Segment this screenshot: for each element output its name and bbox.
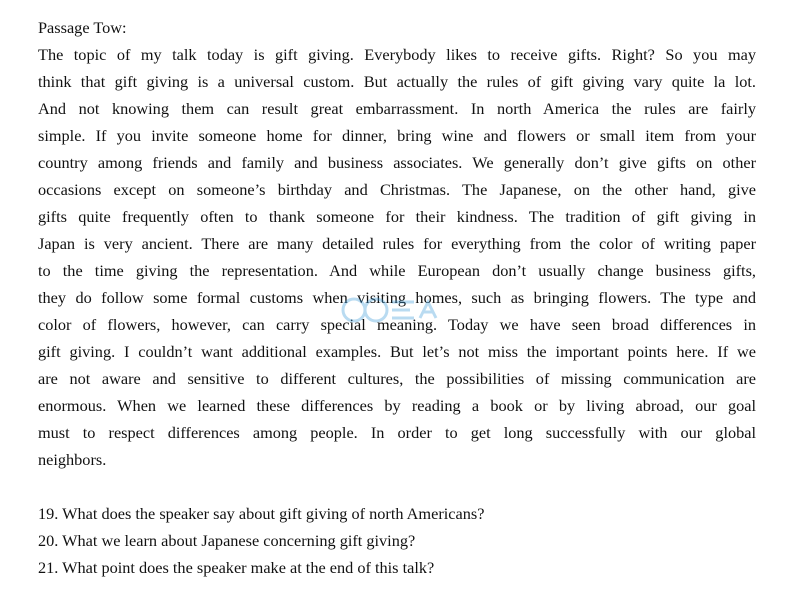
paragraph-line: gifts quite frequently often to thank someone for their kindness. The tradition of gift giving in [38, 207, 756, 226]
paragraph-line: neighbors. [38, 450, 107, 469]
question-item: 20. What we learn about Japanese concerning gift giving? [38, 531, 416, 550]
question-list [38, 500, 756, 581]
question-item: 19. What does the speaker say about gift giving of north Americans? [38, 504, 485, 523]
question-item: 21. What point does the speaker make at the end of this talk? [38, 558, 435, 577]
paragraph-line: must to respect differences among people. In order to get long successfully with our global [38, 423, 756, 442]
paragraph-line: to the time giving the representation. And while European don’t usually change business gifts, [38, 261, 756, 280]
paragraph-line: simple. If you invite someone home for dinner, bring wine and flowers or small item from your [38, 126, 756, 145]
paragraph-line: color of flowers, however, can carry special meaning. Today we have seen broad differences in [38, 315, 756, 334]
paragraph-line: gift giving. I couldn’t want additional examples. But let’s not miss the important points here. If we [38, 342, 756, 361]
paragraph-line: occasions except on someone’s birthday and Christmas. The Japanese, on the other hand, give [38, 180, 756, 199]
paragraph-line: think that gift giving is a universal custom. But actually the rules of gift giving vary quite la lot. [38, 72, 756, 91]
paragraph-line: country among friends and family and business associates. We generally don’t give gifts on other [38, 153, 756, 172]
passage-paragraph [38, 41, 756, 473]
paragraph-line: are not aware and sensitive to different cultures, the possibilities of missing communication are [38, 369, 756, 388]
paragraph-line: enormous. When we learned these differences by reading a book or by living abroad, our goal [38, 396, 756, 415]
paragraph-line: they do follow some formal customs when visiting homes, such as bringing flowers. The type and [38, 288, 756, 307]
document-page [38, 14, 756, 581]
passage-heading: Passage Tow: [38, 18, 127, 37]
paragraph-line: And not knowing them can result great embarrassment. In north America the rules are fairly [38, 99, 756, 118]
paragraph-line: Japan is very ancient. There are many detailed rules for everything from the color of writing paper [38, 234, 756, 253]
paragraph-line: The topic of my talk today is gift giving. Everybody likes to receive gifts. Right? So you may [38, 45, 756, 64]
